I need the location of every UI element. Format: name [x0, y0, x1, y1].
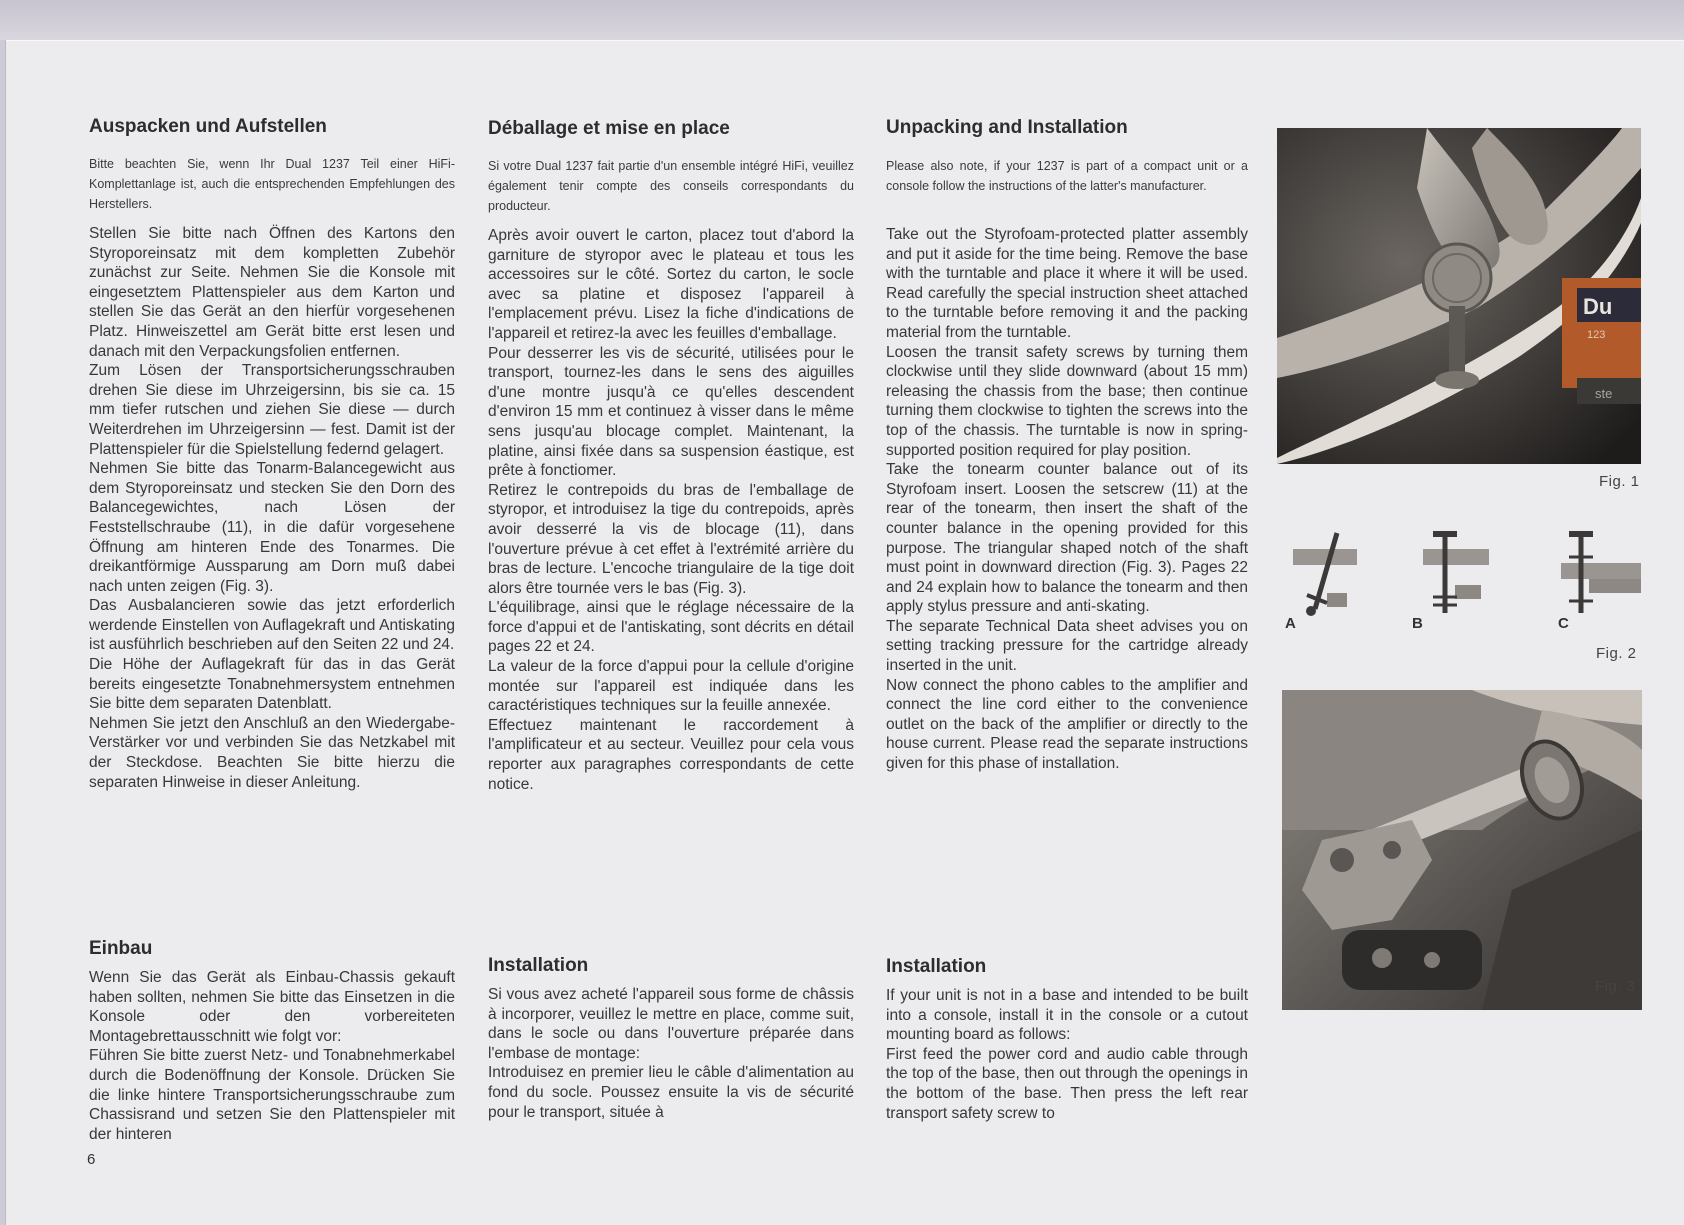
- figure-1-label: Fig. 1: [1599, 473, 1640, 490]
- german-paragraph: Die Höhe der Auflagekraft für das in das Gerät bereits eingesetzte Tonabnehmersystem entnehmen Sie bitte dem separaten Datenblatt.: [89, 656, 455, 713]
- german-heading-2: Einbau: [89, 938, 153, 959]
- french-heading: Déballage et mise en place: [488, 118, 730, 139]
- page-number: 6: [87, 1151, 96, 1168]
- figure-1-box-model: 123: [1587, 329, 1606, 341]
- english-paragraph: The separate Technical Data sheet advises you on setting tracking pressure for the cartridge already inserted in the unit.: [886, 617, 1248, 675]
- french-intro: Si votre Dual 1237 fait partie d'un ensemble intégré HiFi, veuillez également tenir compte des conseils correspondants du producteur.: [488, 159, 854, 213]
- french-paragraph: Si vous avez acheté l'appareil sous forme de châssis à incorporer, veuillez le mettre en place, comme suit, dans le socle ou dans l'ouverture préparée dans l'embase de montage:: [488, 986, 854, 1062]
- transit-screw-positions-diagram: [1285, 523, 1645, 633]
- figure-2-letter-a: A: [1285, 615, 1296, 632]
- french-paragraph: Après avoir ouvert le carton, placez tout d'abord la garniture de styropor avec le plateau et tous les accessoires sur le côté. Sortez du carton, le socle avec sa platine et disposez l'appareil à l'emplacement prévu. Lisez la fiche d'indications de l'appareil et retirez-la avec les feuilles d'emballage.: [488, 227, 854, 342]
- figure-2-letter-c: C: [1558, 615, 1569, 632]
- english-paragraph: First feed the power cord and audio cable through the top of the base, then out through the openings in the bottom of the base. Then press the left rear transport safety screw to: [886, 1045, 1248, 1122]
- german-paragraph: Nehmen Sie jetzt den Anschluß an den Wiedergabe-Verstärker vor und verbinden Sie das Netzkabel mit der Steckdose. Beachten Sie bitte hierzu die separaten Hinweise in dieser Anleitung.: [89, 714, 455, 791]
- french-body: [488, 226, 854, 794]
- figure-1-box-bottom-text: ste: [1595, 386, 1613, 401]
- french-heading-2: Installation: [488, 955, 589, 976]
- german-paragraph: Nehmen Sie bitte das Tonarm-Balancegewicht aus dem Styroporeinsatz und stecken Sie den Dorn des Balancegewichtes, nach Lösen der Feststellschraube (11), in die dafür vorgesehene Öffnung am hinteren Ende des Tonarmes. Die dreikantförmige Aussparung am Dorn muß dabei nach unten zeigen (Fig. 3).: [89, 460, 455, 595]
- transit-screw-illustration: [1277, 128, 1641, 464]
- french-paragraph: La valeur de la force d'appui pour la cellule d'origine montée sur l'appareil est indiquée dans les caractéristiques techniques sur la feuille annexée.: [488, 658, 854, 715]
- french-body-2: [488, 985, 854, 1122]
- tonearm-counterbalance-illustration: [1282, 690, 1642, 1010]
- figure-1-photo: [1277, 128, 1641, 464]
- figure-2-label: Fig. 2: [1596, 645, 1637, 662]
- english-paragraph: If your unit is not in a base and intended to be built into a console, install it in the console or a cutout mounting board as follows:: [886, 987, 1248, 1044]
- french-paragraph: Retirez le contrepoids du bras de l'emballage de styropor, et introduisez la tige du contrepoids, après avoir desserré la vis de blocage (11), dans l'ouverture prévue à cet effet à l'extrémité arrière du bras de lecture. L'encoche triangulaire de la tige doit alors être tournée vers le bas (Fig. 3).: [488, 481, 854, 597]
- french-paragraph: L'équilibrage, ainsi que le réglage nécessaire de la force d'appui et de l'antiskating, sont décrits en détail pages 22 et 24.: [488, 599, 854, 656]
- english-heading-2: Installation: [886, 956, 987, 977]
- figure-3-label: Fig. 3: [1595, 978, 1636, 995]
- english-body: [886, 225, 1248, 774]
- french-paragraph: Introduisez en premier lieu le câble d'alimentation au fond du socle. Poussez ensuite la vis de sécurité pour le transport, située à: [488, 1064, 854, 1121]
- german-body-2: [89, 968, 455, 1144]
- english-intro: Please also note, if your 1237 is part of a compact unit or a console follow the instructions of the latter's manufacturer.: [886, 159, 1248, 193]
- english-paragraph: Now connect the phono cables to the amplifier and connect the line cord either to the convenience outlet on the back of the amplifier or directly to the house current. Please read the separate instructions given for this phase of installation.: [886, 676, 1248, 773]
- english-paragraph: Take out the Styrofoam-protected platter assembly and put it aside for the time being. Remove the base with the turntable and place it where it will be used. Read carefully the special instruction sheet attached to the turntable before removing it and the packing material from the turntable.: [886, 226, 1248, 341]
- figure-2-letter-b: B: [1412, 615, 1423, 632]
- english-paragraph: Take the tonearm counter balance out of its Styrofoam insert. Loosen the setscrew (11) at the rear of the tonearm, then insert the shaft of the counter balance in the opening provided for this purpose. The triangular shaped notch of the shaft must point in downward direction (Fig. 3). Pages 22 and 24 explain how to balance the tonearm and then apply stylus pressure and anti-skating.: [886, 461, 1248, 616]
- english-heading: Unpacking and Installation: [886, 117, 1128, 138]
- german-heading: Auspacken und Aufstellen: [89, 116, 327, 137]
- manual-page: [5, 40, 1684, 1225]
- english-paragraph: Loosen the transit safety screws by turning them clockwise until they slide downward (about 15 mm) releasing the chassis from the base; then continue turning them clockwise to tighten the screws into the top of the chassis. The turntable is now in spring-supported position required for play position.: [886, 343, 1248, 459]
- figure-1-box-brand: Du: [1583, 294, 1613, 319]
- figure-2-diagram: [1285, 523, 1645, 633]
- french-paragraph: Effectuez maintenant le raccordement à l'amplificateur et au secteur. Veuillez pour cela vous reporter aux paragraphes correspondants de cette notice.: [488, 716, 854, 793]
- figure-3-photo: [1282, 690, 1642, 1010]
- german-paragraph: Führen Sie bitte zuerst Netz- und Tonabnehmerkabel durch die Bodenöffnung der Konsole. Drücken Sie die linke hintere Transportsicherungsschraube zum Chassisrand und setzen Sie den Plattenspieler mit der hinteren: [89, 1047, 455, 1143]
- german-paragraph: Zum Lösen der Transportsicherungsschrauben drehen Sie diese im Uhrzeigersinn, bis sie ca. 15 mm tiefer rutschen und ziehen Sie diese — durch Weiterdrehen im Uhrzeigersinn — fest. Damit ist der Plattenspieler für die Spielstellung federnd gelagert.: [89, 362, 455, 458]
- german-paragraph: Das Ausbalancieren sowie das jetzt erforderlich werdende Einstellen von Auflagekraft und Antiskating ist ausführlich beschrieben auf den Seiten 22 und 24.: [89, 597, 455, 654]
- french-paragraph: Pour desserrer les vis de sécurité, utilisées pour le transport, tournez-les dans le sens des aiguilles d'une montre jusqu'à ce qu'elles descendent d'environ 15 mm et continuez à visser dans le même sens jusqu'au blocage complet. Maintenant, la platine, ainsi fixée dans sa suspension éastique, est prête à fonctiomer.: [488, 344, 854, 480]
- english-body-2: [886, 986, 1248, 1123]
- german-intro: Bitte beachten Sie, wenn Ihr Dual 1237 Teil einer HiFi-Komplettanlage ist, auch die entsprechenden Empfehlungen des Herstellers.: [89, 157, 455, 211]
- german-paragraph: Stellen Sie bitte nach Öffnen des Kartons den Styroporeinsatz mit dem kompletten Zubehör zunächst zur Seite. Nehmen Sie die Konsole mit eingesetztem Plattenspieler aus dem Karton und stellen Sie das Gerät an den hierfür vorgesehenen Platz. Hinweiszettel am Gerät bitte erst lesen und danach mit den Verpackungsfolien entfernen.: [89, 225, 455, 360]
- scan-top-band: [0, 0, 1684, 40]
- page-left-edge: [5, 40, 6, 1225]
- german-body: [89, 224, 455, 792]
- german-paragraph: Wenn Sie das Gerät als Einbau-Chassis gekauft haben sollten, nehmen Sie bitte das Einsetzen in die Konsole oder den vorbereiteten Montagebrettausschnitt wie folgt vor:: [89, 969, 455, 1045]
